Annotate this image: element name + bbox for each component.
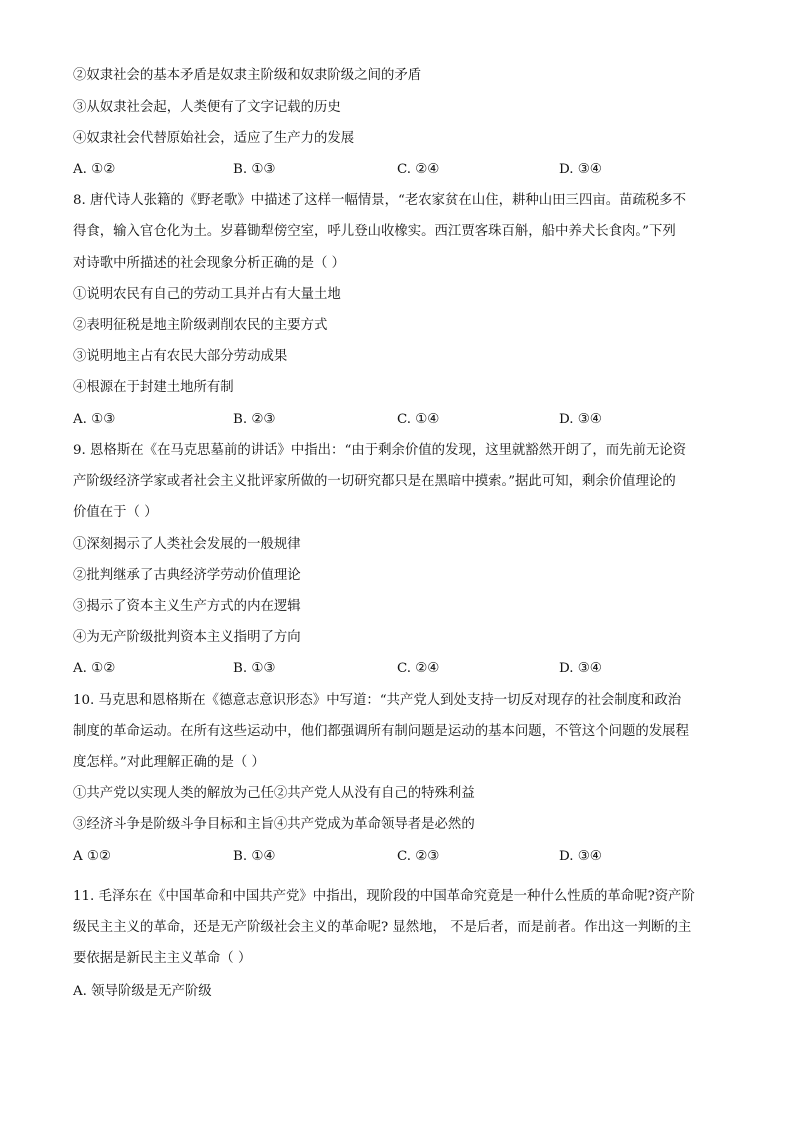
q8-options xyxy=(73,410,723,430)
q7-item-3: ③从奴隶社会起，人类便有了文字记载的历史 xyxy=(73,100,341,115)
q9-item-1: ①深刻揭示了人类社会发展的一般规律 xyxy=(73,537,301,552)
q10-stem-line-3: 度怎样。”对此理解正确的是（ ） xyxy=(73,755,265,770)
q9-item-3: ③揭示了资本主义生产方式的内在逻辑 xyxy=(73,599,301,614)
q10-option-b: B. ①④ xyxy=(233,849,276,864)
q10-options xyxy=(73,847,723,867)
q9-option-d: D. ③④ xyxy=(559,661,602,676)
q8-option-b: B. ②③ xyxy=(233,412,276,427)
q10-stem-line-2: 制度的革命运动。在所有这些运动中，他们都强调所有制问题是运动的基本问题，不管这个问题的发展程 xyxy=(73,724,689,739)
q11-stem-line-1: 11. 毛泽东在《中国革命和中国共产党》中指出，现阶段的中国革命究竟是一种什么性质的革命呢?资产阶 xyxy=(73,889,695,904)
q9-options xyxy=(73,659,723,679)
q9-item-2: ②批判继承了古典经济学劳动价值理论 xyxy=(73,568,301,583)
q7-option-b: B. ①③ xyxy=(233,162,276,177)
q7-item-2: ②奴隶社会的基本矛盾是奴隶主阶级和奴隶阶级之间的矛盾 xyxy=(73,68,422,83)
q9-stem-line-1: 9. 恩格斯在《在马克思墓前的讲话》中指出：“由于剩余价值的发现，这里就豁然开朗了，而先前无论资 xyxy=(73,443,687,458)
q8-item-3: ③说明地主占有农民大部分劳动成果 xyxy=(73,349,288,364)
q8-option-c: C. ①④ xyxy=(397,412,440,427)
q7-options xyxy=(73,160,723,180)
q8-stem-line-3: 对诗歌中所描述的社会现象分析正确的是（ ） xyxy=(73,256,346,271)
q10-option-c: C. ②③ xyxy=(397,849,440,864)
q10-stem-line-1: 10. 马克思和恩格斯在《德意志意识形态》中写道：“共产党人到处支持一切反对现存的社会制度和政治 xyxy=(73,693,682,708)
q9-option-b: B. ①③ xyxy=(233,661,276,676)
q8-item-4: ④根源在于封建土地所有制 xyxy=(73,380,234,395)
q7-option-c: C. ②④ xyxy=(397,162,440,177)
q8-stem-line-2: 得食，输入官仓化为土。岁暮锄犁傍空室，呼儿登山收橡实。西江贾客珠百斛，船中养犬长食肉。”下列 xyxy=(73,224,676,239)
q9-option-a: A. ①② xyxy=(73,661,116,676)
q9-stem-line-3: 价值在于（ ） xyxy=(73,505,158,520)
q9-option-c: C. ②④ xyxy=(397,661,440,676)
q11-stem-line-3: 要依据是新民主主义革命（ ） xyxy=(73,951,252,966)
q9-stem-line-2: 产阶级经济学家或者社会主义批评家所做的一切研究都只是在黑暗中摸索。”据此可知，剩余价值理论的 xyxy=(73,474,676,489)
q9-item-4: ④为无产阶级批判资本主义指明了方向 xyxy=(73,630,301,645)
q7-option-d: D. ③④ xyxy=(559,162,602,177)
q7-option-a: A. ①② xyxy=(73,162,116,177)
q8-stem-line-1: 8. 唐代诗人张籍的《野老歌》中描述了这样一幅情景，“老农家贫在山住，耕种山田三四亩。苗疏税多不 xyxy=(73,193,687,208)
q8-item-1: ①说明农民有自己的劳动工具并占有大量土地 xyxy=(73,287,341,302)
q8-option-d: D. ③④ xyxy=(559,412,602,427)
q7-item-4: ④奴隶社会代替原始社会，适应了生产力的发展 xyxy=(73,131,355,146)
q11-stem-line-2: 级民主主义的革命，还是无产阶级社会主义的革命呢? 显然地， 不是后者，而是前者。作出这一判断的主 xyxy=(73,920,692,935)
q10-option-a: A ①② xyxy=(73,849,111,864)
q8-item-2: ②表明征税是地主阶级剥削农民的主要方式 xyxy=(73,318,328,333)
q10-item-1: ①共产党以实现人类的解放为己任②共产党人从没有自己的特殊利益 xyxy=(73,786,475,801)
q10-option-d: D. ③④ xyxy=(559,849,602,864)
q11-option-a: A. 领导阶级是无产阶级 xyxy=(73,984,212,999)
q10-item-2: ③经济斗争是阶级斗争目标和主旨④共产党成为革命领导者是必然的 xyxy=(73,817,475,832)
q8-option-a: A. ①③ xyxy=(73,412,116,427)
